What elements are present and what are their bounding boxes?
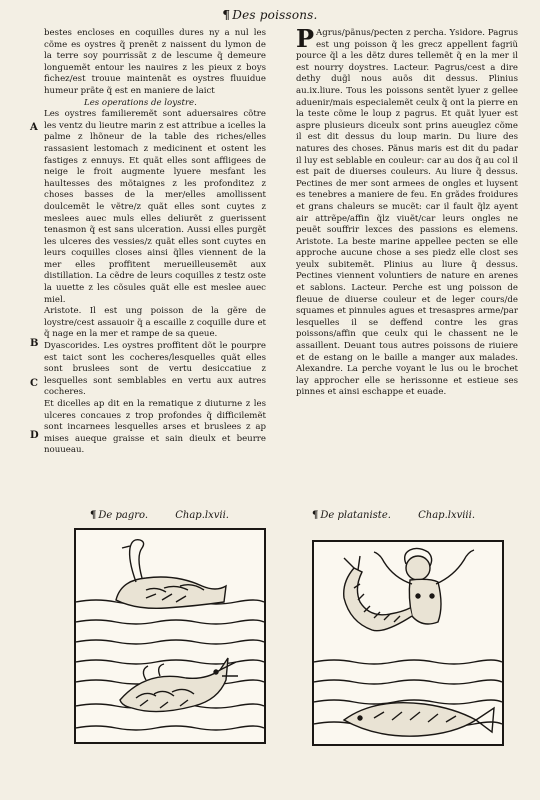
left-text-column xyxy=(44,28,266,457)
margin-letter-b: B xyxy=(30,338,39,349)
paragraph-text: Agrus/pãnus/pecten z percha. Ysidore. Pagrus est ung poisson q̃ les grecz appellent fagriũ pource q̃l a les dẽtz dures tellemẽt q̃ en la mer il est nourry doystres. Lacteur. Pagrus/cest a dire dethy dug̃l nous auõs dit dessus. Plinius au.ix.liure. Tous les poissons sentẽt lyuer z gellee aduenir/mais especialemẽt ceulx q̃ ont la pierre en la teste cõme le loup z pagrus. Et quãt lyuer est aspre plusieurs diceulx sont prins aueuglez cõme il est dit dessus du loup marin. Du liure des natures des choses. Pãnus maris est dit du padar il luy est seblable en couleur: car au dos q̃ au col il est pait de diuerses couleurs. Au liure q̃ dessus. Pectines de mer sont armees de ongles et luysent es tenebres a maniere de feu. En grãdes froidures et grans chaleurs se mucẽt: car il fault q̃lz ayent air attrẽpe/affin q̃lz viuẽt/car leurs ongles ne peuẽt souffrir lexces des passions es elemens. Aristote. La beste marine appellee pecten se elle approche aucune chose a ses piedz elle clost ses yeulx subitemẽt. Plinius au liure q̃ dessus. Pectines viennent voluntiers de nature en arenes et sablons. Lacteur. Perche est ung poisson de fleuue de diuerse couleur et de leger cours/de squames et pinnules agues et tresaspres arme/par lesquelles il se deffend contre les gras poissons/affin que ceulx qui le chassent ne le assaillent. Deuant tous autres poissons de riuiere et de estang on le baille a manger aux malades. Alexandre. La perche voyant le lus ou le brochet lay approcher elle se herissonne et estieue ses pinnes et ainsi eschappe et euade. xyxy=(296,28,518,398)
caption-title: De plataniste. xyxy=(320,510,391,521)
paragraph: bestes encloses en coquilles dures ny a nul les cõme es oystres q̃ prenẽt z naissent du lymon de la terre soy pourrissãt z de lescume q̃ demeure longuemẽt entour les nauires z les pieux z boys fichez/est trouue maintenãt es oystres fluuidue humeur prãte q̃ est en maniere de laict xyxy=(44,28,266,96)
caption-left xyxy=(90,510,229,521)
paragraph: Dyascorides. Les oystres proffitent dõt le pourpre est taict sont les cocheres/lesquelles quãt elles sont bruslees sont de vertu desiccatiue z lesquelles sont semblables en vertu aux autres cocheres. xyxy=(44,341,266,398)
pilcrow-icon: ¶ xyxy=(90,510,97,521)
woodcut-mermaid-fish-icon xyxy=(314,542,502,744)
right-text-column xyxy=(296,24,518,399)
woodcut-bird-fish-icon xyxy=(76,530,264,742)
chapter-number: Chap.lxvii. xyxy=(175,510,229,521)
paragraph: Et dicelles ap dit en la rematique z diuturne z les ulceres concaues z trop profondes q̃ difficilemẽt sont incarnees lesquelles arses et bruslees z ap mises aueque graisse et sain dieulx et beurre nouueau. xyxy=(44,399,266,456)
dropcap-p-icon: P xyxy=(296,24,315,53)
woodcut-plataniste-illustration xyxy=(312,540,504,746)
section-heading: Les operations de loystre. xyxy=(84,97,197,108)
pilcrow-icon: ¶ xyxy=(222,8,231,22)
caption-title: De pagro. xyxy=(98,510,149,521)
margin-letter-d: D xyxy=(30,430,39,441)
header-title: Des poissons. xyxy=(232,8,318,22)
caption-right xyxy=(312,510,475,521)
paragraph: Les oystres familieremẽt sont aduersaires cõtre les ventz du lieutre marin z est attribue a icelles la palme z lhõneur de la table des riches/elles rassasient lestomach z medicinent et ostent les fastiges z ennuys. Et quãt elles sont affligees de neige le froit augmente lyuere mesfant les haultesses des mõtaignes z les profonditez z choses basses de la mer/elles amollissent doulcemẽt le vẽtre/z quãt elles sont cuytes z meslees auec muls elles deliurẽt z guerissent tenasmon q̃ est sans ulceration. Aussi elles purgẽt les ulceres des vessies/z quãt elles sont cuytes en leurs coquilles closes ainsi q̃lles viennent de la mer elles proffitent merueilleusemẽt aux distillation. La cẽdre de leurs coquilles z testz oste la uuette z les cõsules quãt elle est meslee auec miel. xyxy=(44,109,266,305)
running-header xyxy=(0,8,540,22)
woodcut-pagrus-illustration xyxy=(74,528,266,744)
margin-letter-c: C xyxy=(30,378,38,389)
paragraph: Aristote. Il est ung poisson de la gẽre de loystre/cest assauoir q̃ a escaille z coquille dure et q̃ nage en la mer et rampe de sa queue. xyxy=(44,306,266,340)
paragraph-with-dropcap xyxy=(296,24,518,399)
pilcrow-icon: ¶ xyxy=(312,510,319,521)
margin-letter-a: A xyxy=(30,122,38,133)
chapter-number: Chap.lxviii. xyxy=(418,510,476,521)
